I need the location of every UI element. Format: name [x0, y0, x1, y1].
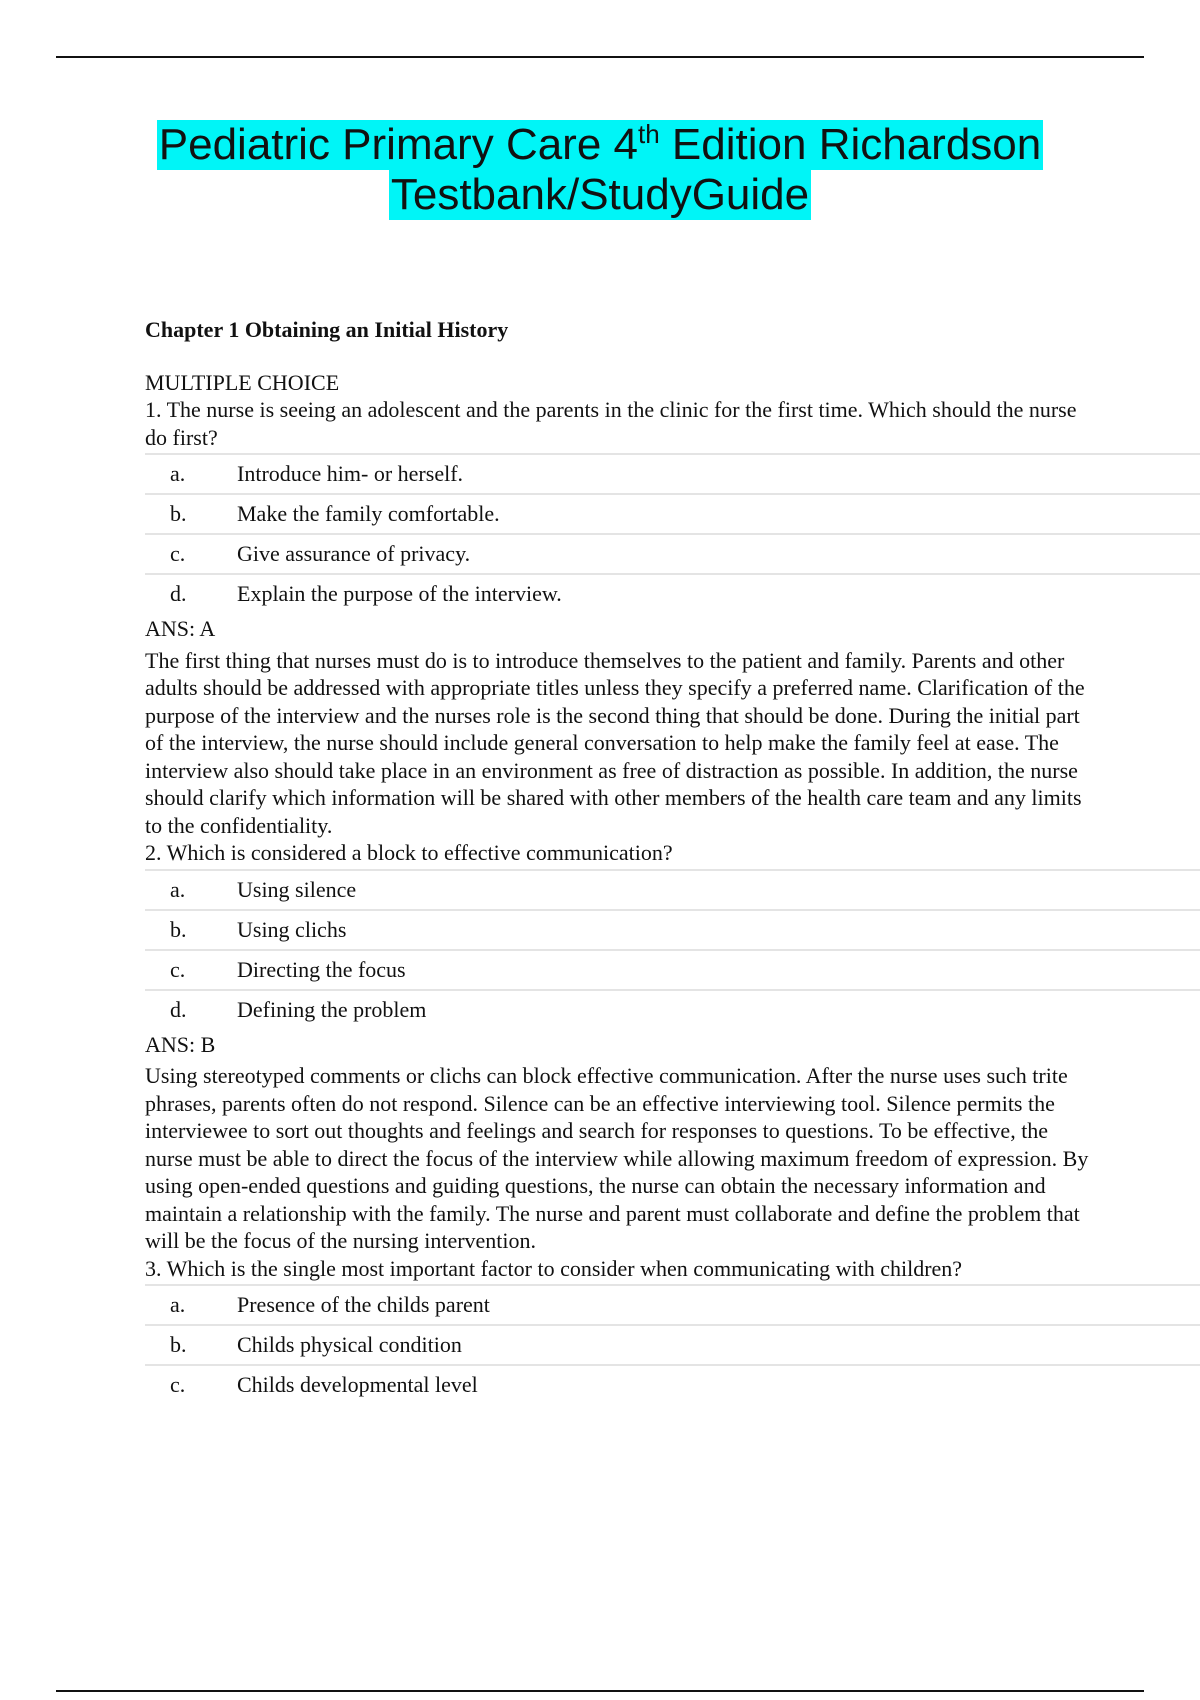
- document-body: [145, 316, 1200, 1406]
- answer-key: ANS: B: [145, 1031, 216, 1057]
- option-item: [145, 495, 1200, 535]
- option-text: Childs physical condition: [237, 1332, 462, 1358]
- option-item: [145, 911, 1200, 951]
- option-item: [145, 1366, 1200, 1404]
- option-item: [145, 575, 1200, 613]
- section-label: MULTIPLE CHOICE: [145, 369, 340, 395]
- title-superscript: th: [638, 119, 660, 149]
- document-title: [0, 120, 1200, 220]
- option-text: Give assurance of privacy.: [237, 541, 471, 567]
- option-item: [145, 535, 1200, 575]
- question-text: 2. Which is considered a block to effective communication?: [145, 840, 673, 865]
- option-item: [145, 1326, 1200, 1366]
- option-text: Directing the focus: [237, 956, 406, 982]
- chapter-heading: Chapter 1 Obtaining an Initial History: [145, 317, 509, 342]
- option-letter: c.: [170, 1372, 186, 1398]
- option-letter: b.: [170, 501, 187, 527]
- option-letter: a.: [170, 1292, 186, 1318]
- title-line-2: Testbank/StudyGuide: [390, 170, 810, 219]
- option-letter: b.: [170, 1332, 187, 1358]
- option-text: Make the family comfortable.: [237, 501, 500, 527]
- option-text: Explain the purpose of the interview.: [237, 581, 562, 607]
- option-list: [145, 453, 1200, 613]
- option-letter: d.: [170, 996, 187, 1022]
- option-text: Defining the problem: [237, 996, 427, 1022]
- option-text: Presence of the childs parent: [237, 1292, 490, 1318]
- option-letter: a.: [170, 876, 186, 902]
- question-text: 3. Which is the single most important factor to consider when communicating with children?: [145, 1255, 963, 1281]
- top-rule: [56, 56, 1144, 58]
- question-block: [145, 396, 1200, 839]
- option-letter: a.: [170, 461, 186, 487]
- option-list: [145, 869, 1200, 1029]
- option-letter: b.: [170, 916, 187, 942]
- question-text: 1. The nurse is seeing an adolescent and the parents in the clinic for the first time. Which should the nurse do first?: [145, 397, 1077, 450]
- option-item: [145, 991, 1200, 1029]
- option-letter: d.: [170, 581, 187, 607]
- rationale-text: The first thing that nurses must do is to introduce themselves to the patient and family. Parents and other adults should be addressed with appropriate titles unless they specify a preferred name. Clarification of the purpose of the interview and the nurses role is the second thing that should be done. During the initial part of the interview, the nurse should include general conversation to help make the family feel at ease. The interview also should take place in an environment as free of distraction as possible. In addition, the nurse should clarify which information will be shared with other members of the health care team and any limits to the confidentiality.: [145, 647, 1085, 838]
- option-letter: c.: [170, 956, 186, 982]
- question-block: [145, 1255, 1200, 1405]
- option-item: [145, 951, 1200, 991]
- title-line-1: [157, 120, 1044, 170]
- bottom-rule: [56, 1690, 1144, 1692]
- option-item: [145, 453, 1200, 495]
- option-text: Using clichs: [237, 916, 347, 942]
- option-item: [145, 1284, 1200, 1326]
- option-text: Childs developmental level: [237, 1372, 478, 1398]
- rationale-text: Using stereotyped comments or clichs can block effective communication. After the nurse uses such trite phrases, parents often do not respond. Silence can be an effective interviewing tool. Silence permits the interviewee to sort out thoughts and feelings and search for responses to questions. To be effective, the nurse must be able to direct the focus of the interview while allowing maximum freedom of expression. By using open-ended questions and guiding questions, the nurse can obtain the necessary information and maintain a relationship with the family. The nurse and parent must collaborate and define the problem that will be the focus of the nursing intervention.: [145, 1063, 1089, 1253]
- option-list: [145, 1284, 1200, 1404]
- title-line-1-text: Pediatric Primary Care 4: [158, 120, 639, 169]
- option-letter: c.: [170, 541, 186, 567]
- answer-key: ANS: A: [145, 616, 216, 641]
- title-line-1-suffix: Edition Richardson: [659, 120, 1042, 169]
- option-text: Using silence: [237, 876, 357, 902]
- option-item: [145, 869, 1200, 911]
- option-text: Introduce him- or herself.: [237, 461, 464, 487]
- question-block: [145, 839, 1200, 1255]
